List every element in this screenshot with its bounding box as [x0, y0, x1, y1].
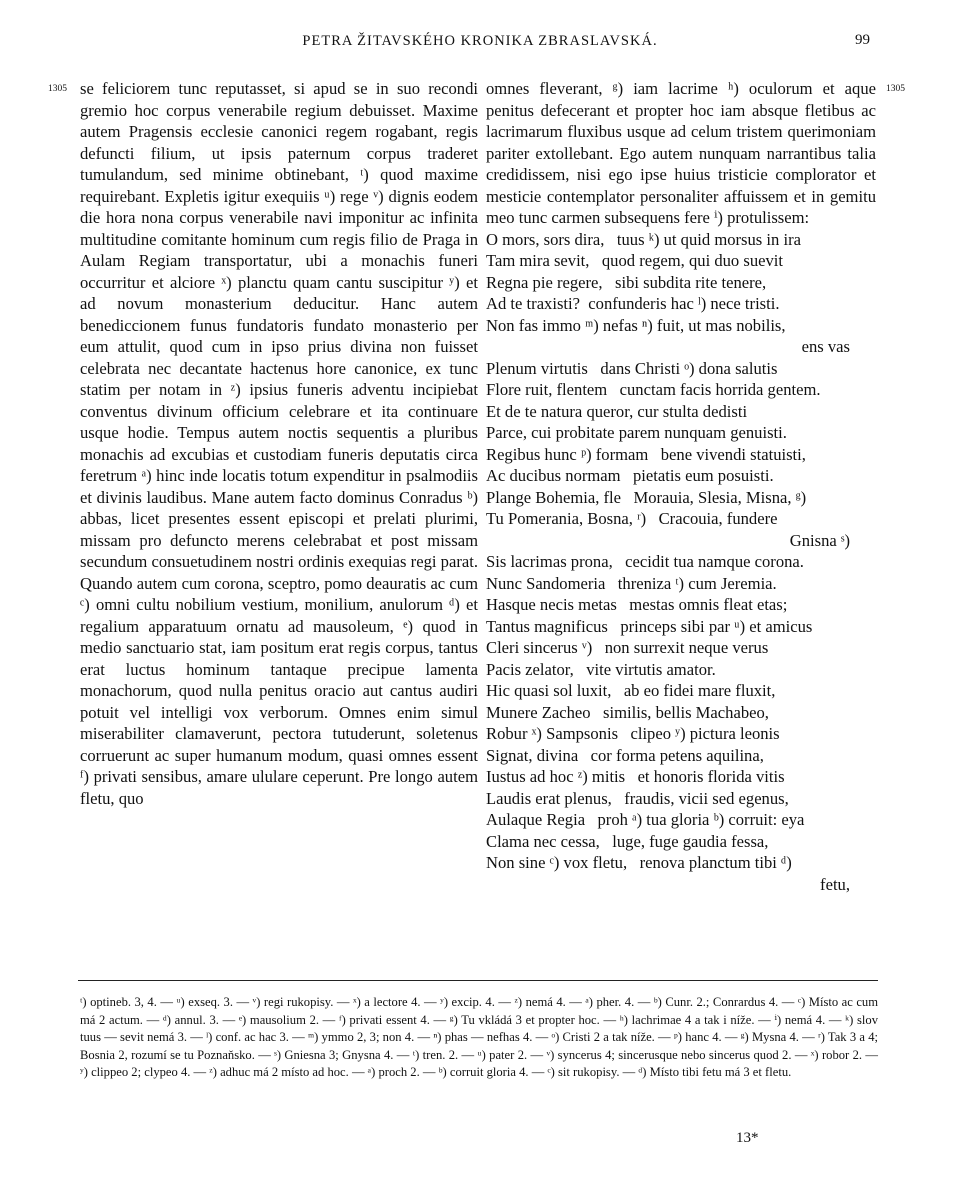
footnotes: ᵗ) optineb. 3, 4. — ᵘ) exseq. 3. — ᵛ) regi rukopisy. — ˣ) a lectore 4. — ʸ) excip. 4. — ᶻ) nemá 4. — ᵃ) pher. 4. — ᵇ) Cunr. 2.; Conrardus 4. — ᶜ) Místo ac cum má 2 actum. — ᵈ) annul. 3. — ᵉ) mausolium 2. — ᶠ) privati essent 4. — ᵍ) Tu vkládá 3 et propter hoc. — ʰ) lachrimae 4 a tak i níže. — ⁱ) nemá 4. — ᵏ) slov tuus — sevit nemá 3. — ˡ) conf. ac hac 3. — ᵐ) ymmo 2, 3; non 4. — ⁿ) phas — nefhas 4. — ᵒ) Cristi 2 a tak níže. — ᵖ) hanc 4. — ᵍ) Mysna 4. — ʳ) Tak 3 a 4; Bosnia 2, rozumí se tu Poznaňsko. — ˢ) Gniesna 3; Gnysna 4. — ᵗ) tren. 2. — ᵘ) pater 2. — ᵛ) syncerus 4; sincerusque nebo sincerus quod 2. — ˣ) robor 2. — ʸ) clippeo 2; clypeo 4. — ᶻ) adhuc má 2 místo ad hoc. — ᵃ) proch 2. — ᵇ) corruit gloria 4. — ᶜ) sit rukopisy. — ᵈ) Místo tibi fetu má 3 et fletu. — [80, 995, 878, 1080]
poem-verse: Non sine ᶜ) vox fletu, renova planctum tibi ᵈ) — [486, 853, 792, 872]
poem-verse: Flore ruit, flentem cunctam facis horrida gentem. — [486, 380, 821, 399]
poem-verse: Ac ducibus normam pietatis eum posuisti. — [486, 466, 774, 485]
running-header — [0, 30, 960, 54]
poem-verse: Hasque necis metas mestas omnis fleat etas; — [486, 595, 788, 614]
right-column — [486, 78, 876, 895]
poem-verse: Tu Pomerania, Bosna, ʳ) Cracouia, fundere — [486, 509, 778, 528]
footnote-rule — [78, 980, 878, 981]
poem-verse: Regna pie regere, sibi subdita rite tenere, — [486, 272, 767, 292]
right-column-prose: omnes fleverant, ᵍ) iam lacrime ʰ) oculorum et aque penitus defecerant et propter hoc iam absque fletibus ac lacrimarum fluxibus usque ad celum tristem querimoniam pariter extollebant. Ego autem nunquam narrantibus talia credidissem, nisi ego ipse huius tristicie complorator et mesticie contemplator personaliter affuissem et in gemitu meo tunc carmen subsequens fere ⁱ) protulissem: — [486, 79, 876, 227]
running-title: PETRA ŽITAVSKÉHO KRONIKA ZBRASLAVSKÁ. — [302, 33, 658, 49]
left-column-text: se feliciorem tunc reputasset, si apud se in suo recondi gremio hoc corpus venerabile regium debuisset. Maxime autem Pragensis ecclesie canonici regem rogabant, regis defuncti filium, ut ipsis paternum corpus traderet tumulandum, sed minime obtinebant, ᵗ) quod maxime requirebant. Expletis igitur exequiis ᵘ) rege ᵛ) dignis eodem die hora nona corpus venerabile navi imponitur ac infinita multitudine comitante hominum cum regis filio de Praga in Aulam Regiam transportatur, ubi a monachis funeri occurritur et alciore ˣ) planctu quam cantu suscipitur ʸ) et ad novum monasterium deducitur. Hanc autem benediccionem funus fundatoris fundato monasterio per eum attulit, quod cum in ipso prius divina non fuisset celebrata nec decantate hactenus hore canonice, ex tunc statim per notam in ᶻ) ipsius funeris adventu incipiebat conventus divinum officium celebrare et ita continuare usque hodie. Tempus autem noctis sequentis a pluribus monachis ad excubias et custodiam funeris deputatis circa feretrum ᵃ) hinc inde locatis totum expenditur in psalmodiis et divinis laudibus. Mane autem facto dominus Conradus ᵇ) abbas, licet presentes essent episcopi et prelati plurimi, missam pro defuncto merens celebrabat et post missam secundum consuetudinem nostri ordinis exequias regi parat. Quando autem cum corona, sceptro, pomo deauratis ac cum ᶜ) omni cultu nobilium vestium, monilium, anulorum ᵈ) et regalium apparatuum ornatu ad mausoleum, ᵉ) quod in medio sanctuario stat, iam positum erat regis corpus, tantus erat luctus hominum tantaque precipue lamenta monachorum, quod nulla penitus oracio aut cantus audiri potuit vel intelligi vox verborum. Omnes enim simul miserabiliter clamaverunt, pectora tutuderunt, soletenus corruerunt ac super humanum modum, quasi omnes essent ᶠ) privati sensibus, amare ululare ceperunt. Pre longo autem fletu, quo — [80, 79, 478, 808]
poem-verse: Parce, cui probitate parem nunquam genuisti. — [486, 423, 787, 442]
poem-verse: Robur ˣ) Sampsonis clipeo ʸ) pictura leonis — [486, 724, 780, 743]
poem-verse: Iustus ad hoc ᶻ) mitis et honoris florida vitis — [486, 767, 785, 786]
poem-verse: ens vas — [801, 337, 850, 356]
poem-verse: Aulaque Regia proh ᵃ) tua gloria ᵇ) corruit: eya — [486, 810, 805, 829]
poem-verse: Ad te traxisti? confunderis hac ˡ) nece tristi. — [486, 294, 780, 313]
poem-verse: Tam mira sevit, quod regem, qui duo suevit — [486, 251, 784, 270]
poem-verse: Plenum virtutis dans Christi ᵒ) dona salutis — [486, 358, 778, 378]
poem-verse: Clama nec cessa, luge, fuge gaudia fessa, — [486, 831, 769, 851]
poem-verse: Regibus hunc ᵖ) formam bene vivendi statuisti, — [486, 444, 806, 464]
left-column — [80, 78, 478, 809]
signature-mark: 13* — [736, 1130, 759, 1146]
poem-verse: Cleri sincerus ᵛ) non surrexit neque verus — [486, 638, 769, 657]
poem-verse: Gnisna ˢ) — [789, 530, 850, 550]
poem-verse: Hic quasi sol luxit, ab eo fidei mare fluxit, — [486, 681, 776, 700]
poem — [486, 229, 876, 896]
poem-verse: Signat, divina cor forma petens aquilina, — [486, 745, 764, 765]
poem-verse: Et de te natura queror, cur stulta dedisti — [486, 401, 748, 421]
poem-verse: Munere Zacheo similis, bellis Machabeo, — [486, 702, 769, 722]
margin-year-left: 1305 — [48, 84, 67, 94]
poem-verse: Laudis erat plenus, fraudis, vicii sed egenus, — [486, 788, 789, 808]
margin-year-right: 1305 — [886, 84, 905, 94]
poem-verse: fetu, — [820, 874, 850, 894]
poem-verse: O mors, sors dira, tuus ᵏ) ut quid morsus in ira — [486, 229, 801, 249]
poem-verse: Nunc Sandomeria threniza ᵗ) cum Jeremia. — [486, 573, 777, 593]
poem-verse: Pacis zelator, vite virtutis amator. — [486, 659, 716, 679]
poem-verse: Tantus magnificus princeps sibi par ᵘ) et amicus — [486, 616, 813, 636]
poem-verse: Plange Bohemia, fle Morauia, Slesia, Misna, ᵍ) — [486, 487, 807, 507]
poem-verse: Non fas immo ᵐ) nefas ⁿ) fuit, ut mas nobilis, — [486, 315, 786, 335]
poem-verse: Sis lacrimas prona, cecidit tua namque corona. — [486, 552, 804, 571]
page-number: 99 — [855, 32, 870, 48]
